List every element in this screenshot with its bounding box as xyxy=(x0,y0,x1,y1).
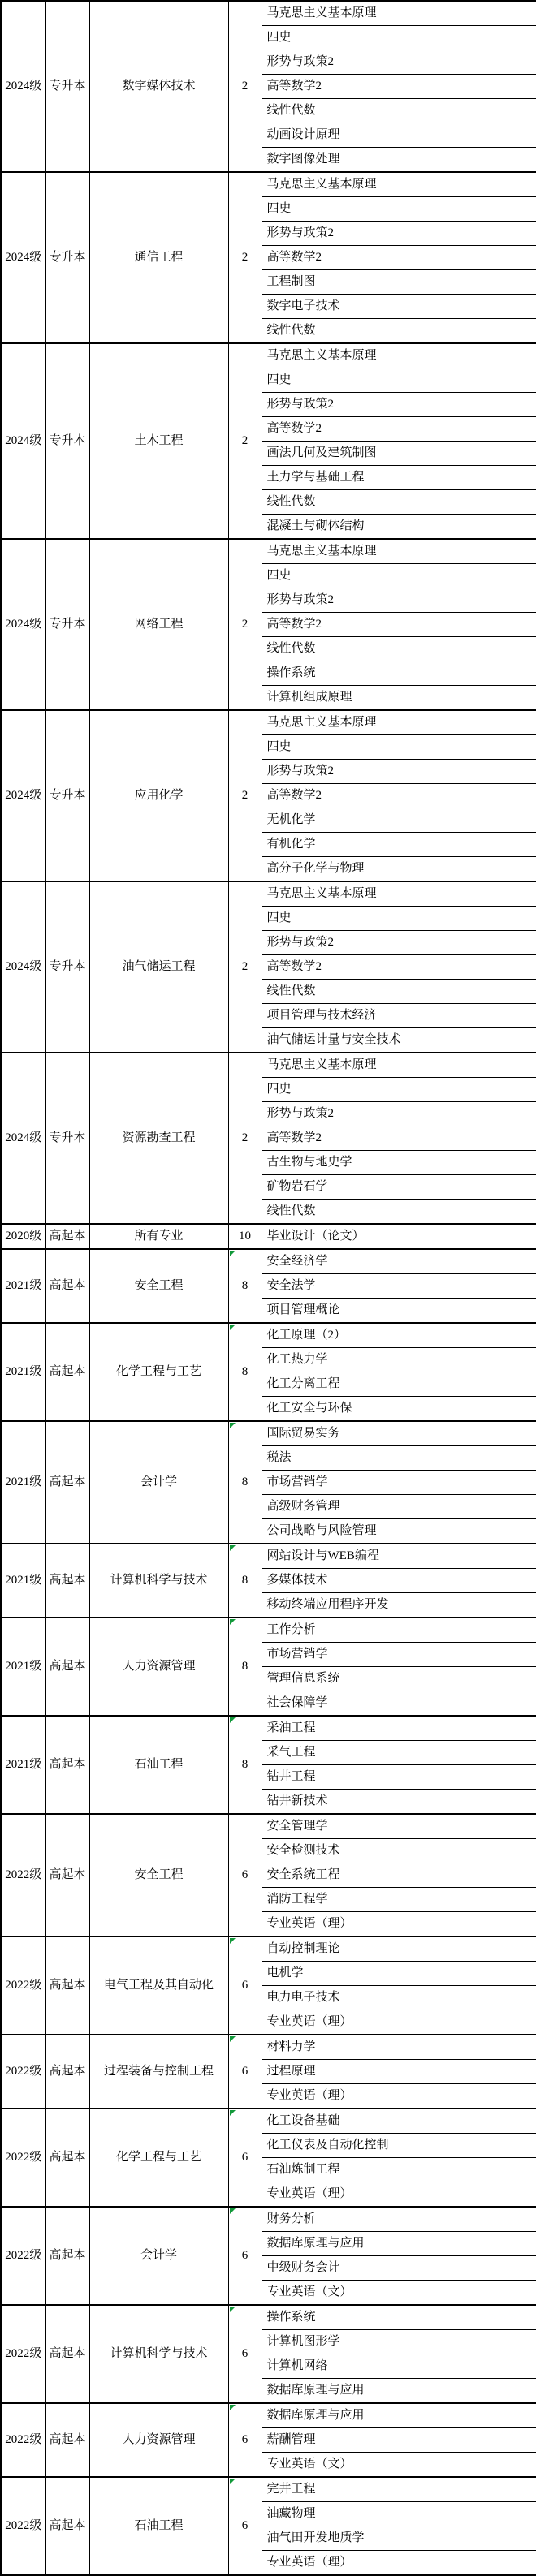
level-type-cell: 高起本 xyxy=(45,1421,89,1544)
course-count-value: 8 xyxy=(241,1475,249,1488)
course-count-value: 8 xyxy=(241,1279,249,1292)
level-type-cell: 高起本 xyxy=(45,2477,89,2575)
major-cell: 石油工程 xyxy=(89,2477,228,2575)
course-cell: 无机化学 xyxy=(262,808,536,833)
course-cell: 操作系统 xyxy=(262,2305,536,2330)
course-cell: 专业英语（理） xyxy=(262,1912,536,1937)
course-cell: 专业英语（理） xyxy=(262,2182,536,2208)
course-count-value: 8 xyxy=(241,1758,249,1771)
major-cell: 应用化学 xyxy=(89,710,228,881)
course-cell: 高等数学2 xyxy=(262,613,536,637)
table-row xyxy=(1,2305,536,2330)
grade-cell: 2024级 xyxy=(1,881,45,1053)
course-cell: 多媒体技术 xyxy=(262,1569,536,1593)
major-cell: 土木工程 xyxy=(89,343,228,539)
level-type-cell: 高起本 xyxy=(45,1249,89,1323)
course-cell: 形势与政策2 xyxy=(262,1102,536,1126)
course-cell: 专业英语（文） xyxy=(262,2281,536,2306)
level-type-cell: 专升本 xyxy=(45,1,89,172)
course-cell: 形势与政策2 xyxy=(262,393,536,417)
course-count-cell xyxy=(228,1716,262,1814)
grade-cell: 2021级 xyxy=(1,1618,45,1716)
level-type-cell: 高起本 xyxy=(45,1323,89,1421)
grade-cell: 2022级 xyxy=(1,1814,45,1936)
course-cell: 毕业设计（论文） xyxy=(262,1224,536,1249)
major-cell: 网络工程 xyxy=(89,539,228,710)
course-cell: 石油炼制工程 xyxy=(262,2158,536,2182)
grade-cell: 2024级 xyxy=(1,710,45,881)
green-triangle-icon xyxy=(230,1717,236,1723)
course-count-value: 2 xyxy=(241,434,249,447)
table-row xyxy=(1,1,536,26)
course-cell: 安全检测技术 xyxy=(262,1839,536,1863)
course-cell: 四史 xyxy=(262,368,536,393)
course-cell: 完井工程 xyxy=(262,2477,536,2502)
grade-cell: 2021级 xyxy=(1,1249,45,1323)
course-cell: 马克思主义基本原理 xyxy=(262,710,536,735)
course-cell: 安全系统工程 xyxy=(262,1863,536,1888)
course-count-value: 2 xyxy=(241,960,249,973)
table-row xyxy=(1,1224,536,1249)
course-count-cell xyxy=(228,2477,262,2575)
course-cell: 马克思主义基本原理 xyxy=(262,539,536,564)
course-cell: 混凝土与砌体结构 xyxy=(262,515,536,540)
table-row xyxy=(1,1936,536,1962)
course-cell: 专业英语（理） xyxy=(262,2010,536,2035)
major-cell: 人力资源管理 xyxy=(89,2403,228,2477)
course-cell: 线性代数 xyxy=(262,637,536,661)
course-cell: 四史 xyxy=(262,26,536,50)
table-row xyxy=(1,881,536,907)
major-cell: 石油工程 xyxy=(89,1716,228,1814)
course-cell: 市场营销学 xyxy=(262,1471,536,1495)
table-row xyxy=(1,1716,536,1741)
green-triangle-icon xyxy=(230,2208,236,2214)
level-type-cell: 专升本 xyxy=(45,881,89,1053)
course-cell: 形势与政策2 xyxy=(262,50,536,75)
course-cell: 专业英语（理） xyxy=(262,2551,536,2576)
course-count-value: 2 xyxy=(241,80,249,93)
course-cell: 油气储运计量与安全技术 xyxy=(262,1028,536,1053)
course-cell: 薪酬管理 xyxy=(262,2428,536,2453)
table-row xyxy=(1,2035,536,2060)
green-triangle-icon xyxy=(230,2405,236,2410)
course-cell: 计算机组成原理 xyxy=(262,686,536,711)
grade-cell: 2022级 xyxy=(1,2109,45,2207)
table-row xyxy=(1,2403,536,2428)
grade-cell: 2021级 xyxy=(1,1323,45,1421)
course-cell: 化工设备基础 xyxy=(262,2109,536,2134)
course-count-value: 6 xyxy=(241,2065,249,2078)
course-count-cell xyxy=(228,881,262,1053)
course-count-value: 6 xyxy=(241,1868,249,1881)
course-cell: 税法 xyxy=(262,1446,536,1471)
course-cell: 工作分析 xyxy=(262,1618,536,1643)
course-cell: 专业英语（理） xyxy=(262,2084,536,2109)
course-cell: 马克思主义基本原理 xyxy=(262,1053,536,1078)
course-count-cell xyxy=(228,1618,262,1716)
course-cell: 钻井新技术 xyxy=(262,1790,536,1815)
course-count-cell xyxy=(228,2305,262,2403)
course-cell: 过程原理 xyxy=(262,2060,536,2084)
course-cell: 数字图像处理 xyxy=(262,148,536,173)
course-cell: 安全经济学 xyxy=(262,1249,536,1274)
course-cell: 画法几何及建筑制图 xyxy=(262,442,536,466)
course-cell: 古生物与地史学 xyxy=(262,1151,536,1175)
course-cell: 高等数学2 xyxy=(262,75,536,99)
course-cell: 高分子化学与物理 xyxy=(262,857,536,882)
course-cell: 国际贸易实务 xyxy=(262,1421,536,1446)
course-cell: 马克思主义基本原理 xyxy=(262,343,536,368)
course-cell: 线性代数 xyxy=(262,1200,536,1225)
table-row xyxy=(1,539,536,564)
course-count-cell xyxy=(228,2403,262,2477)
course-cell: 油藏物理 xyxy=(262,2502,536,2526)
course-count-cell xyxy=(228,1224,262,1249)
grade-cell: 2021级 xyxy=(1,1544,45,1618)
major-cell: 人力资源管理 xyxy=(89,1618,228,1716)
course-cell: 形势与政策2 xyxy=(262,588,536,613)
course-count-value: 2 xyxy=(241,1131,249,1144)
course-count-cell xyxy=(228,1936,262,2035)
level-type-cell: 专升本 xyxy=(45,1053,89,1224)
course-cell: 社会保障学 xyxy=(262,1691,536,1717)
course-cell: 土力学与基础工程 xyxy=(262,466,536,490)
level-type-cell: 高起本 xyxy=(45,1716,89,1814)
course-count-value: 6 xyxy=(241,2347,249,2360)
green-triangle-icon xyxy=(230,1619,236,1625)
course-cell: 矿物岩石学 xyxy=(262,1175,536,1200)
major-cell: 会计学 xyxy=(89,1421,228,1544)
course-cell: 专业英语（文） xyxy=(262,2453,536,2478)
table-row xyxy=(1,2477,536,2502)
major-cell: 安全工程 xyxy=(89,1814,228,1936)
course-cell: 消防工程学 xyxy=(262,1888,536,1912)
course-cell: 化工原理（2） xyxy=(262,1323,536,1348)
level-type-cell: 高起本 xyxy=(45,2207,89,2305)
table-row xyxy=(1,1323,536,1348)
course-cell: 项目管理与技术经济 xyxy=(262,1004,536,1028)
course-cell: 管理信息系统 xyxy=(262,1667,536,1691)
course-cell: 高等数学2 xyxy=(262,246,536,270)
course-cell: 项目管理概论 xyxy=(262,1299,536,1324)
course-cell: 操作系统 xyxy=(262,661,536,686)
level-type-cell: 高起本 xyxy=(45,2305,89,2403)
course-cell: 钻井工程 xyxy=(262,1765,536,1790)
course-cell: 自动控制理论 xyxy=(262,1936,536,1962)
course-count-cell xyxy=(228,1814,262,1936)
course-cell: 网站设计与WEB编程 xyxy=(262,1544,536,1569)
grade-cell: 2024级 xyxy=(1,172,45,343)
major-cell: 计算机科学与技术 xyxy=(89,1544,228,1618)
grade-cell: 2022级 xyxy=(1,2207,45,2305)
course-cell: 安全法学 xyxy=(262,1274,536,1299)
table-row xyxy=(1,1618,536,1643)
course-count-value: 10 xyxy=(239,1230,251,1243)
course-cell: 电机学 xyxy=(262,1962,536,1986)
course-cell: 油气田开发地质学 xyxy=(262,2526,536,2551)
course-cell: 形势与政策2 xyxy=(262,222,536,246)
course-cell: 高等数学2 xyxy=(262,417,536,442)
table-row xyxy=(1,2109,536,2134)
course-count-value: 6 xyxy=(241,2433,249,2446)
table-row xyxy=(1,172,536,197)
grade-cell: 2022级 xyxy=(1,1936,45,2035)
course-count-cell xyxy=(228,539,262,710)
major-cell: 计算机科学与技术 xyxy=(89,2305,228,2403)
grade-cell: 2024级 xyxy=(1,539,45,710)
course-cell: 马克思主义基本原理 xyxy=(262,881,536,907)
course-cell: 市场营销学 xyxy=(262,1643,536,1667)
level-type-cell: 专升本 xyxy=(45,710,89,881)
course-count-value: 8 xyxy=(241,1574,249,1587)
course-cell: 形势与政策2 xyxy=(262,931,536,955)
course-cell: 四史 xyxy=(262,735,536,760)
course-cell: 四史 xyxy=(262,1078,536,1102)
course-cell: 线性代数 xyxy=(262,99,536,123)
course-cell: 形势与政策2 xyxy=(262,760,536,784)
major-cell: 电气工程及其自动化 xyxy=(89,1936,228,2035)
table-row xyxy=(1,710,536,735)
course-cell: 计算机网络 xyxy=(262,2354,536,2379)
course-count-cell xyxy=(228,710,262,881)
course-cell: 计算机图形学 xyxy=(262,2330,536,2354)
course-count-cell xyxy=(228,1053,262,1224)
level-type-cell: 高起本 xyxy=(45,2403,89,2477)
course-cell: 材料力学 xyxy=(262,2035,536,2060)
course-count-cell xyxy=(228,1323,262,1421)
course-cell: 线性代数 xyxy=(262,490,536,515)
major-cell: 数字媒体技术 xyxy=(89,1,228,172)
course-cell: 马克思主义基本原理 xyxy=(262,172,536,197)
green-triangle-icon xyxy=(230,1325,236,1330)
table-row xyxy=(1,1814,536,1839)
course-cell: 采气工程 xyxy=(262,1741,536,1765)
table-row xyxy=(1,1421,536,1446)
course-cell: 数据库原理与应用 xyxy=(262,2232,536,2256)
course-cell: 高等数学2 xyxy=(262,1126,536,1151)
level-type-cell: 专升本 xyxy=(45,539,89,710)
course-cell: 四史 xyxy=(262,564,536,588)
course-count-cell xyxy=(228,1421,262,1544)
grade-cell: 2022级 xyxy=(1,2477,45,2575)
course-cell: 化工安全与环保 xyxy=(262,1397,536,1422)
grade-cell: 2024级 xyxy=(1,1,45,172)
course-cell: 数据库原理与应用 xyxy=(262,2403,536,2428)
level-type-cell: 高起本 xyxy=(45,1618,89,1716)
course-cell: 财务分析 xyxy=(262,2207,536,2232)
course-count-cell xyxy=(228,2109,262,2207)
grade-cell: 2022级 xyxy=(1,2403,45,2477)
course-count-value: 2 xyxy=(241,251,249,264)
level-type-cell: 高起本 xyxy=(45,1814,89,1936)
grade-cell: 2021级 xyxy=(1,1716,45,1814)
major-cell: 化学工程与工艺 xyxy=(89,1323,228,1421)
course-cell: 采油工程 xyxy=(262,1716,536,1741)
course-count-cell xyxy=(228,1,262,172)
course-cell: 四史 xyxy=(262,197,536,222)
table-row xyxy=(1,1053,536,1078)
level-type-cell: 高起本 xyxy=(45,1224,89,1249)
green-triangle-icon xyxy=(230,2307,236,2312)
major-cell: 通信工程 xyxy=(89,172,228,343)
course-count-cell xyxy=(228,172,262,343)
course-count-value: 6 xyxy=(241,1979,249,1992)
course-count-cell xyxy=(228,2207,262,2305)
grade-cell: 2024级 xyxy=(1,343,45,539)
major-cell: 化学工程与工艺 xyxy=(89,2109,228,2207)
course-cell: 数据库原理与应用 xyxy=(262,2379,536,2404)
course-count-value: 8 xyxy=(241,1660,249,1673)
course-count-value: 8 xyxy=(241,1365,249,1378)
green-triangle-icon xyxy=(230,1938,236,1944)
table-row xyxy=(1,1544,536,1569)
course-cell: 安全管理学 xyxy=(262,1814,536,1839)
major-cell: 过程装备与控制工程 xyxy=(89,2035,228,2109)
level-type-cell: 高起本 xyxy=(45,1936,89,2035)
course-count-value: 6 xyxy=(241,2249,249,2262)
course-count-cell xyxy=(228,343,262,539)
green-triangle-icon xyxy=(230,1423,236,1428)
level-type-cell: 专升本 xyxy=(45,343,89,539)
course-count-value: 2 xyxy=(241,789,249,802)
table-row xyxy=(1,2207,536,2232)
major-cell: 资源勘查工程 xyxy=(89,1053,228,1224)
grade-cell: 2021级 xyxy=(1,1421,45,1544)
course-count-cell xyxy=(228,2035,262,2109)
table-row xyxy=(1,343,536,368)
course-count-cell xyxy=(228,1249,262,1323)
green-triangle-icon xyxy=(230,1545,236,1551)
course-cell: 工程制图 xyxy=(262,270,536,295)
course-cell: 动画设计原理 xyxy=(262,123,536,148)
level-type-cell: 专升本 xyxy=(45,172,89,343)
grade-cell: 2024级 xyxy=(1,1053,45,1224)
major-cell: 所有专业 xyxy=(89,1224,228,1249)
green-triangle-icon xyxy=(230,2110,236,2116)
grade-cell: 2022级 xyxy=(1,2305,45,2403)
major-cell: 安全工程 xyxy=(89,1249,228,1323)
major-cell: 会计学 xyxy=(89,2207,228,2305)
course-cell: 四史 xyxy=(262,907,536,931)
course-cell: 线性代数 xyxy=(262,319,536,344)
course-count-value: 6 xyxy=(241,2519,249,2532)
green-triangle-icon xyxy=(230,1251,236,1256)
course-cell: 中级财务会计 xyxy=(262,2256,536,2281)
major-cell: 油气储运工程 xyxy=(89,881,228,1053)
course-cell: 移动终端应用程序开发 xyxy=(262,1593,536,1618)
course-cell: 公司战略与风险管理 xyxy=(262,1519,536,1544)
course-cell: 化工仪表及自动化控制 xyxy=(262,2134,536,2158)
course-cell: 马克思主义基本原理 xyxy=(262,1,536,26)
course-count-cell xyxy=(228,1544,262,1618)
course-cell: 电力电子技术 xyxy=(262,1986,536,2010)
course-count-value: 6 xyxy=(241,2151,249,2164)
course-cell: 数字电子技术 xyxy=(262,295,536,319)
table-row xyxy=(1,1249,536,1274)
level-type-cell: 高起本 xyxy=(45,2109,89,2207)
course-cell: 高等数学2 xyxy=(262,784,536,808)
level-type-cell: 高起本 xyxy=(45,2035,89,2109)
course-cell: 有机化学 xyxy=(262,833,536,857)
course-count-value: 2 xyxy=(241,618,249,631)
course-cell: 化工分离工程 xyxy=(262,1372,536,1397)
course-cell: 高级财务管理 xyxy=(262,1495,536,1519)
course-cell: 化工热力学 xyxy=(262,1348,536,1372)
grade-cell: 2020级 xyxy=(1,1224,45,1249)
course-cell: 高等数学2 xyxy=(262,955,536,980)
course-cell: 线性代数 xyxy=(262,980,536,1004)
grade-cell: 2022级 xyxy=(1,2035,45,2109)
green-triangle-icon xyxy=(230,2479,236,2484)
level-type-cell: 高起本 xyxy=(45,1544,89,1618)
green-triangle-icon xyxy=(230,2036,236,2042)
